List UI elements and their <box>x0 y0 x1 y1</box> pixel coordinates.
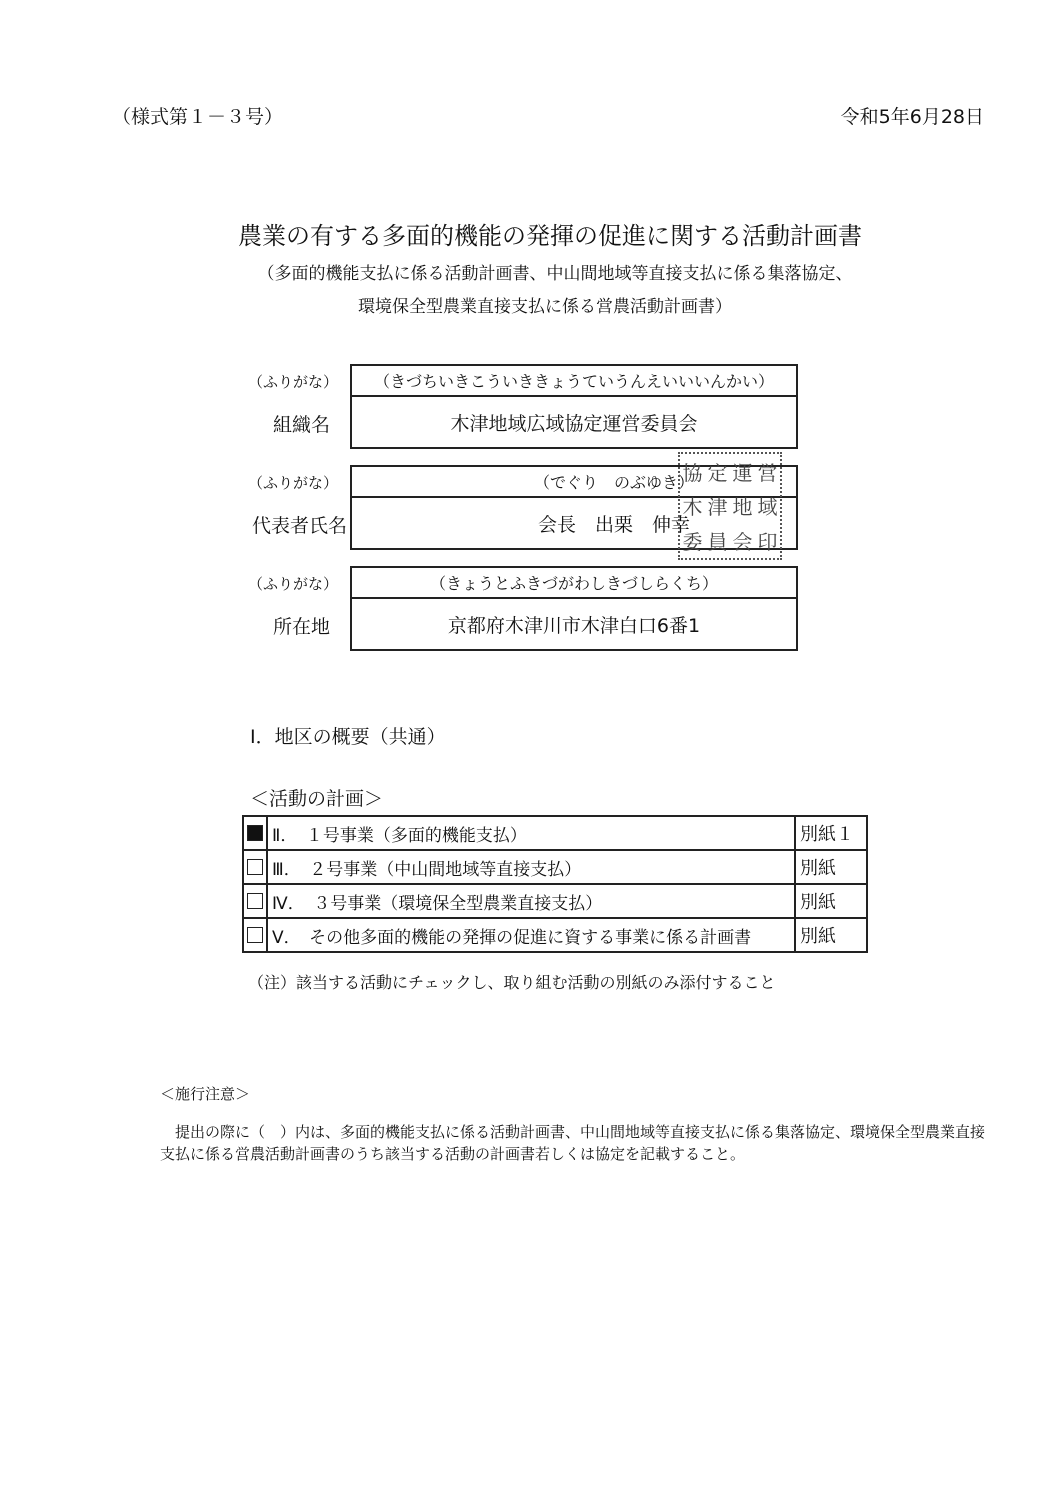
addr-furigana-label: （ふりがな） <box>247 575 338 593</box>
document-title: 農業の有する多面的機能の発揮の促進に関する活動計画書 <box>238 222 862 250</box>
plan-item-ref: 別紙 <box>795 850 867 884</box>
rep-name-label: 代表者氏名 <box>252 515 348 537</box>
plan-heading: ＜活動の計画＞ <box>250 788 384 810</box>
rep-name-field: 会長 出栗 伸幸 <box>350 498 798 550</box>
plan-item-text: Ⅴ． その他多面的機能の発揮の促進に資する事業に係る計画書 <box>267 918 795 952</box>
addr-label: 所在地 <box>272 616 330 638</box>
table-note: （注）該当する活動にチェックし、取り組む活動の別紙のみ添付すること <box>248 973 776 992</box>
plan-checkbox-3[interactable] <box>247 893 263 909</box>
plan-checkbox-4[interactable] <box>247 927 263 943</box>
activity-plan-table <box>242 815 868 953</box>
plan-item-ref: 別紙 <box>795 918 867 952</box>
table-row <box>243 850 867 884</box>
document-subtitle-line2: 環境保全型農業直接支払に係る営農活動計画書） <box>358 297 732 317</box>
form-number: （様式第１－３号） <box>112 106 284 128</box>
seal-stamp: 協 定 運 営 木 津 地 域 委 員 会 印 <box>678 452 782 560</box>
table-row <box>243 884 867 918</box>
addr-furigana-field: （きょうとふきづがわしきづしらくち） <box>350 566 798 599</box>
org-furigana-label: （ふりがな） <box>247 373 338 391</box>
addr-field: 京都府木津川市木津白口6番1 <box>350 599 798 651</box>
table-row <box>243 816 867 850</box>
section-heading: Ⅰ．地区の概要（共通） <box>250 726 446 748</box>
org-name-field: 木津地域広域協定運営委員会 <box>350 397 798 449</box>
plan-item-text: Ⅲ． ２号事業（中山間地域等直接支払） <box>267 850 795 884</box>
document-subtitle-line1: （多面的機能支払に係る活動計画書、中山間地域等直接支払に係る集落協定、 <box>257 264 853 284</box>
table-row <box>243 918 867 952</box>
document-date: 令和5年6月28日 <box>840 106 984 128</box>
org-name-label: 組織名 <box>272 414 330 436</box>
plan-item-ref: 別紙 <box>795 884 867 918</box>
plan-checkbox-1[interactable] <box>247 825 263 841</box>
rep-furigana-field: （でぐり のぶゆき） <box>350 465 798 498</box>
notice-title: ＜施行注意＞ <box>160 1085 251 1103</box>
plan-checkbox-2[interactable] <box>247 859 263 875</box>
notice-body: 提出の際に（ ）内は、多面的機能支払に係る活動計画書、中山間地域等直接支払に係る集落協定、環境保全型農業直接支払に係る営農活動計画書のうち該当する活動の計画書若しくは協定を記載すること。 <box>160 1123 986 1163</box>
plan-item-text: Ⅱ． １号事業（多面的機能支払） <box>267 816 795 850</box>
plan-item-text: Ⅳ． ３号事業（環境保全型農業直接支払） <box>267 884 795 918</box>
org-furigana-field: （きづちいきこういききょうていうんえいいいんかい） <box>350 364 798 397</box>
rep-furigana-label: （ふりがな） <box>247 474 338 492</box>
plan-item-ref: 別紙１ <box>795 816 867 850</box>
